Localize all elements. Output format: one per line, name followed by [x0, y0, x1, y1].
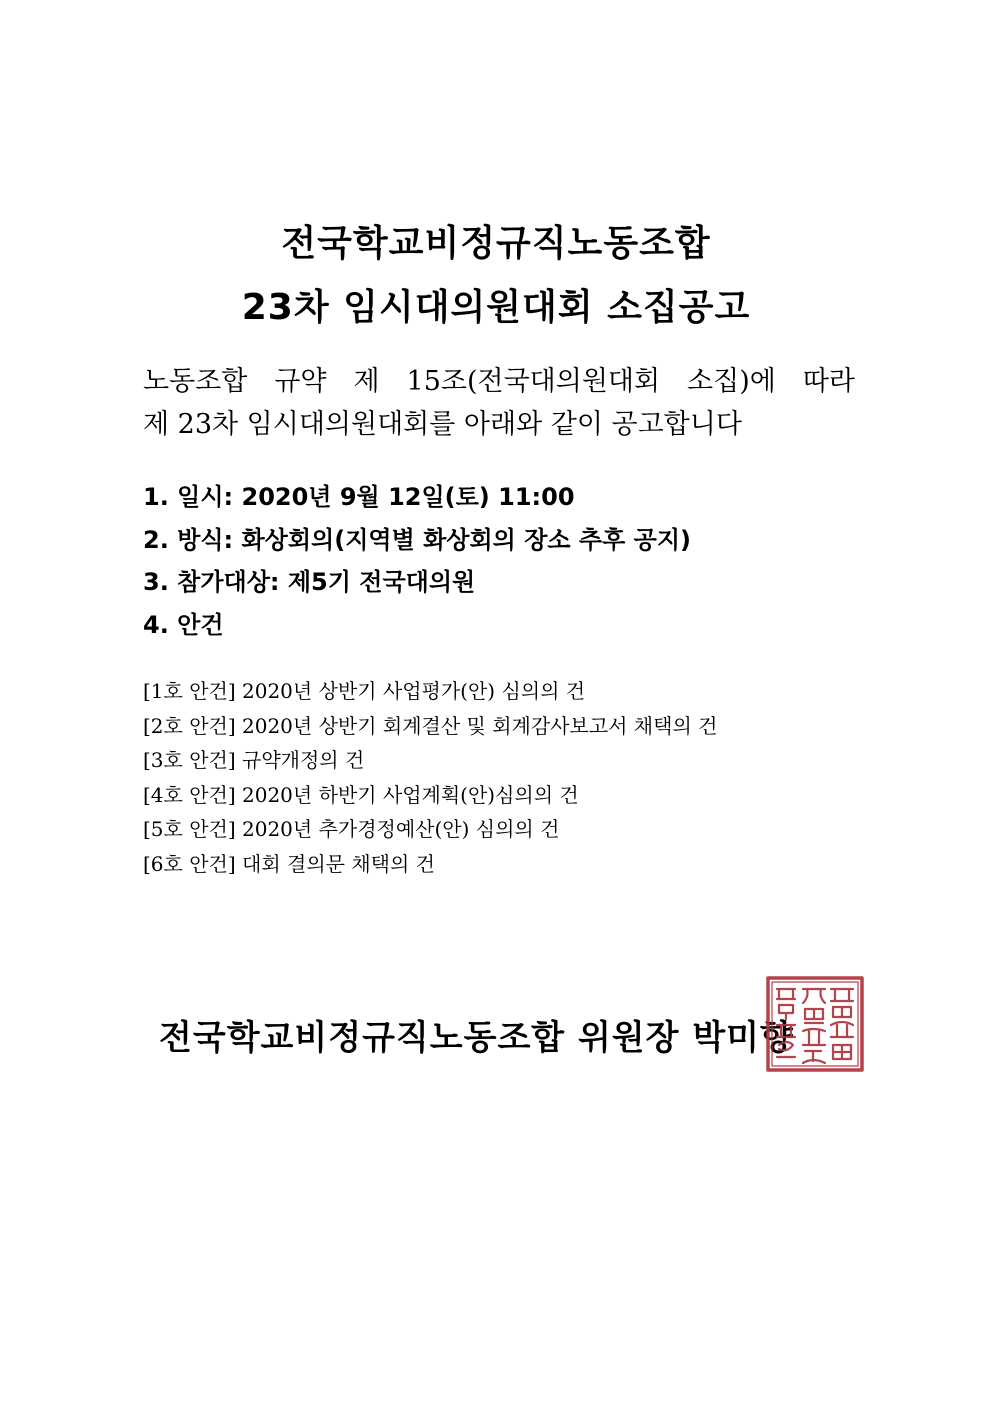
title-notice: 23차 임시대의원대회 소집공고 [241, 287, 751, 328]
signature-line: 전국학교비정규직노동조합 위원장 박미향 [159, 1018, 794, 1058]
intro-paragraph [143, 360, 855, 446]
intro-line-1: 노동조합 규약 제 15조(전국대의원대회 소집)에 따라 [143, 366, 855, 397]
meeting-participants-item: 3. 참가대상: 제5기 전국대의원 [143, 568, 476, 596]
agenda-item-2: [2호 안건] 2020년 상반기 회계결산 및 회계감사보고서 채택의 건 [143, 713, 718, 738]
intro-line-2: 제 23차 임시대의원대회를 아래와 같이 공고합니다 [143, 409, 742, 440]
agenda-item-3: [3호 안건] 규약개정의 건 [143, 748, 365, 773]
agenda-item-6: [6호 안건] 대회 결의문 채택의 건 [143, 851, 435, 876]
document-title [0, 212, 992, 340]
meeting-date-item: 1. 일시: 2020년 9월 12일(토) 11:00 [143, 483, 575, 511]
official-seal-icon [765, 975, 865, 1073]
agenda-list [143, 674, 863, 882]
meeting-agenda-heading: 4. 안건 [143, 610, 224, 639]
agenda-item-4: [4호 안건] 2020년 하반기 사업계획(안)심의의 건 [143, 782, 579, 807]
agenda-item-5: [5호 안건] 2020년 추가경정예산(안) 심의의 건 [143, 817, 560, 842]
meeting-info-list [143, 476, 863, 646]
title-organization: 전국학교비정규직노동조합 [281, 223, 711, 264]
meeting-method-item: 2. 방식: 화상회의(지역별 화상회의 장소 추후 공지) [143, 525, 691, 554]
agenda-item-1: [1호 안건] 2020년 상반기 사업평가(안) 심의의 건 [143, 679, 586, 703]
